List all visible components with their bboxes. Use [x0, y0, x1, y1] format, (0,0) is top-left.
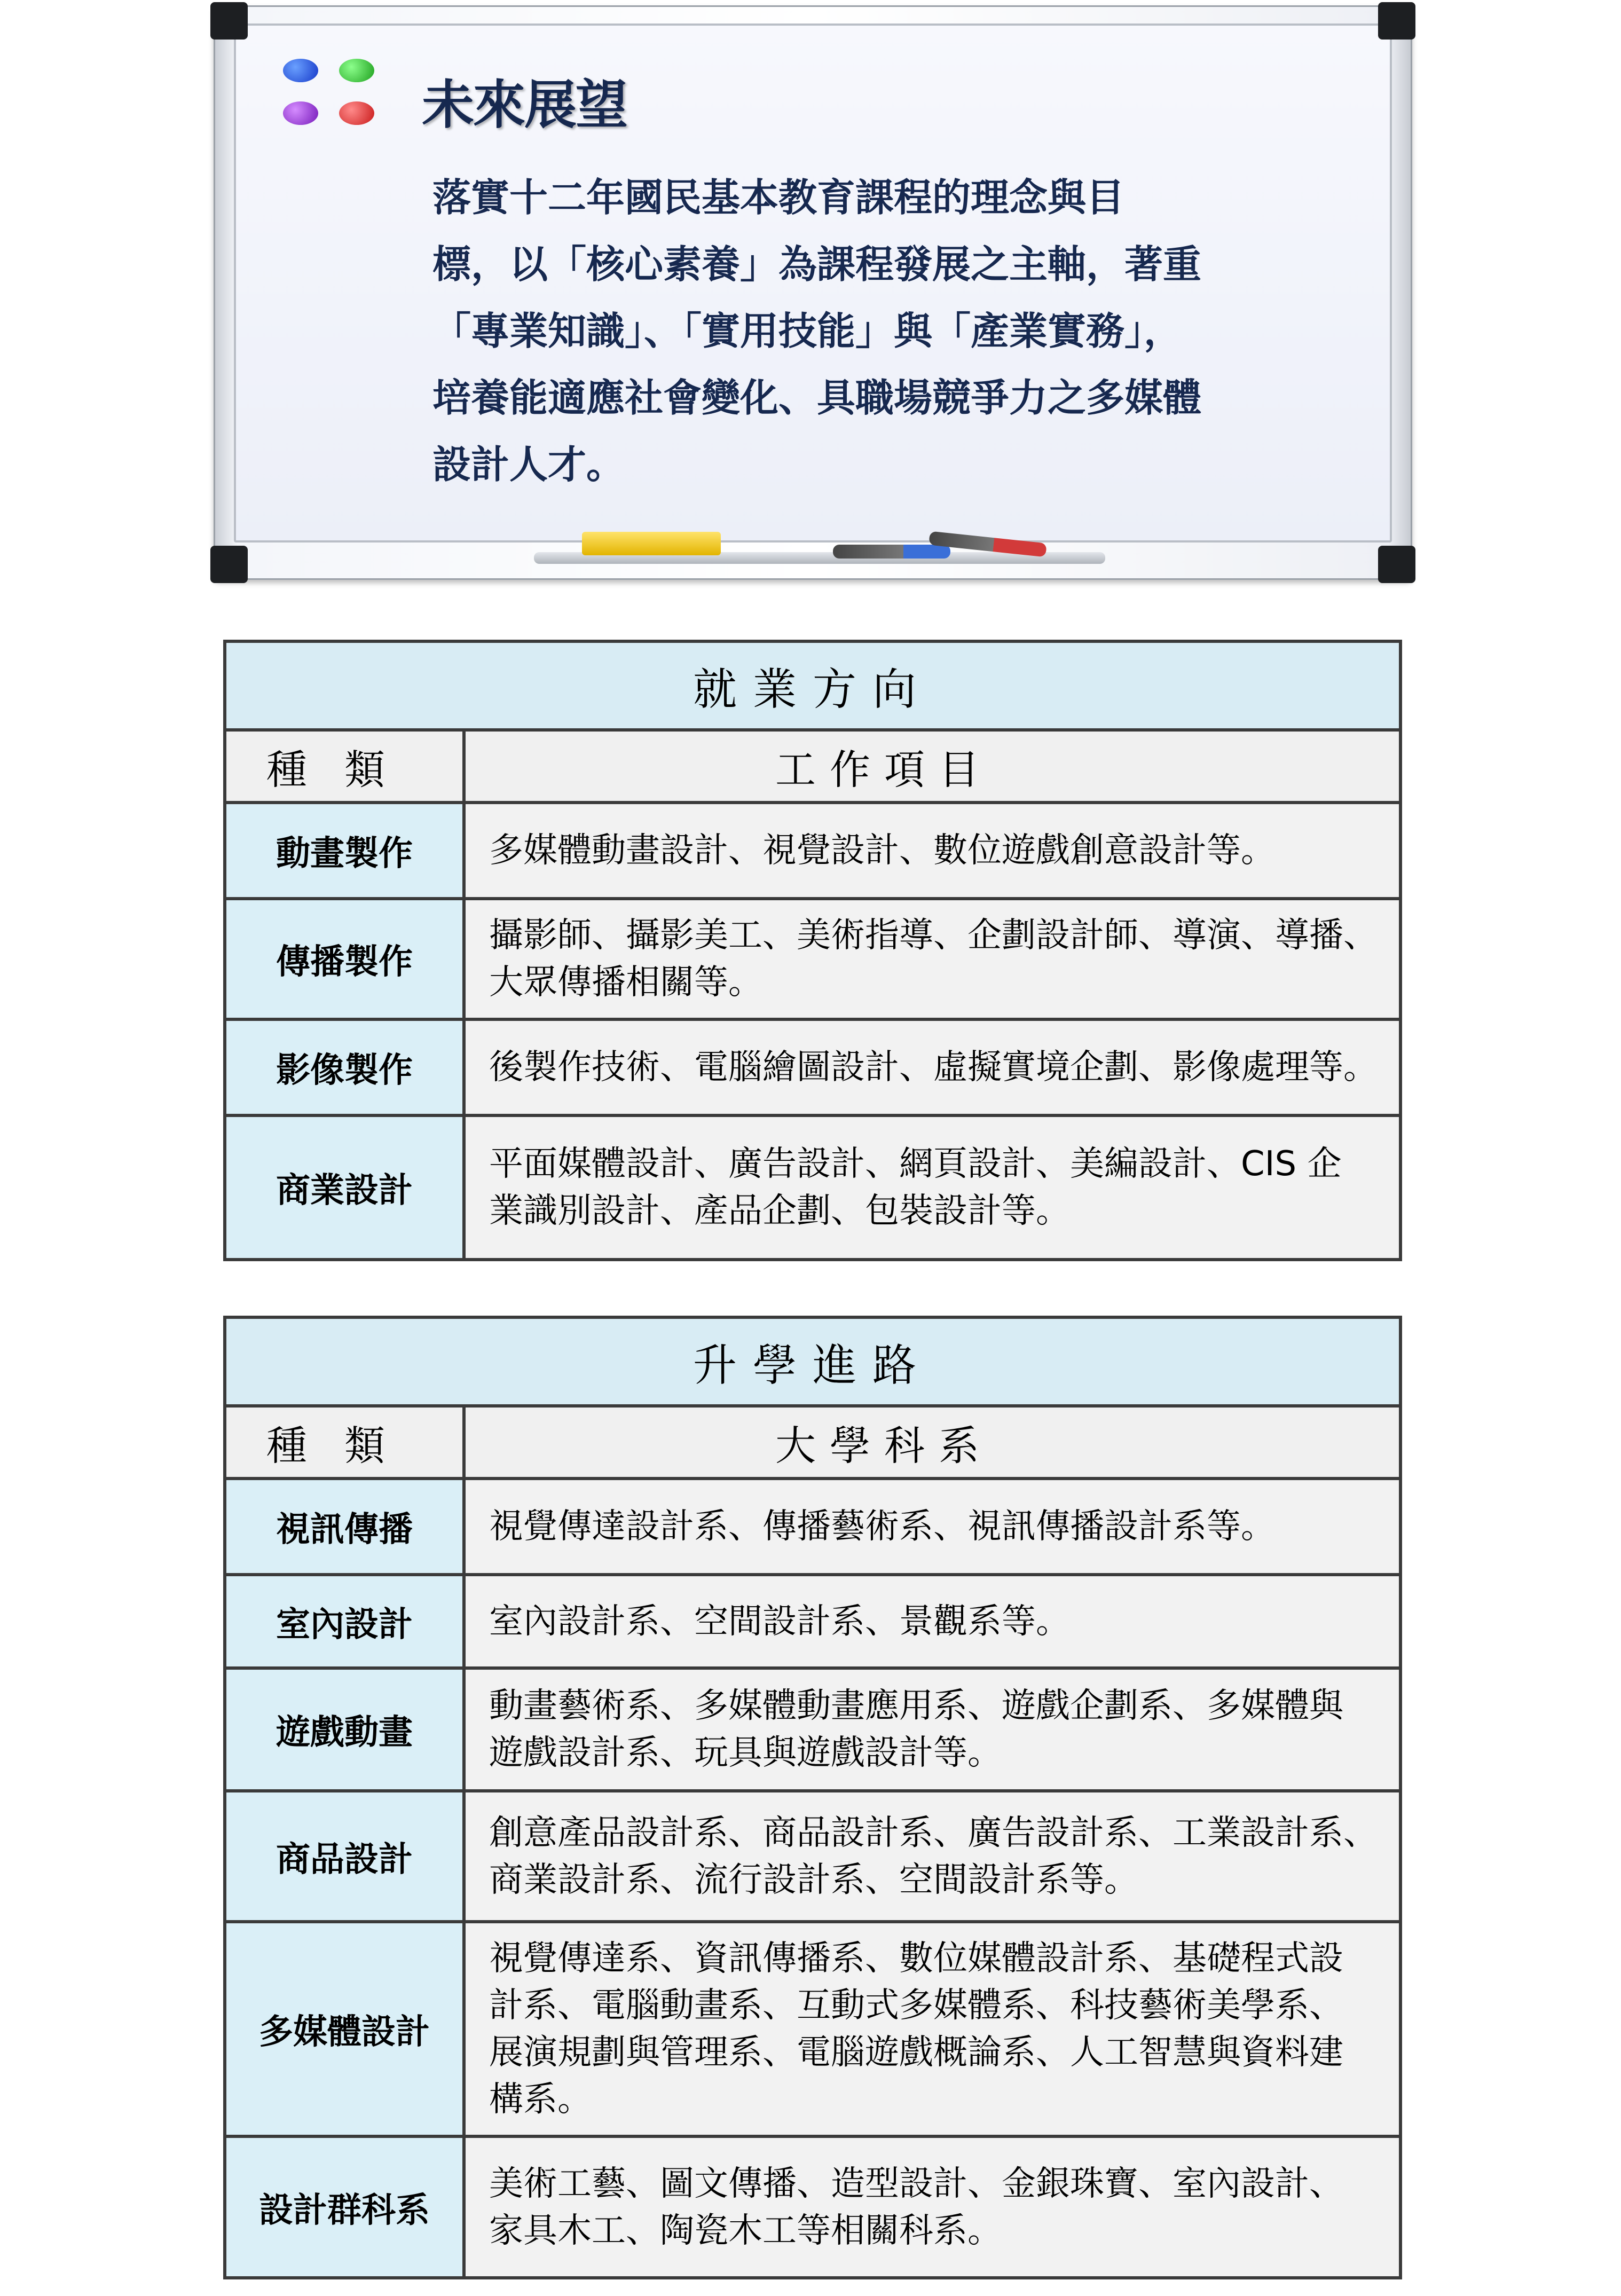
category-cell: 動畫製作: [225, 803, 464, 899]
content-line: 家具木工、陶瓷木工等相關科系。: [489, 2211, 1002, 2251]
table-row: [225, 2136, 1400, 2278]
content-line: 動畫藝術系、多媒體動畫應用系、遊戲企劃系、多媒體與: [489, 1686, 1343, 1726]
column-header-items: 工作項目: [464, 730, 1400, 803]
purple-magnet-icon: [283, 101, 318, 125]
table-row: [225, 1791, 1400, 1922]
category-cell: 商業設計: [225, 1115, 464, 1260]
green-magnet-icon: [339, 59, 374, 82]
marker-icon: [833, 545, 950, 559]
content-line: 遊戲設計系、玩具與遊戲設計等。: [489, 1733, 1002, 1773]
content-cell: [464, 899, 1400, 1019]
column-header-departments: 大學科系: [464, 1406, 1400, 1479]
category-cell: 商品設計: [225, 1791, 464, 1922]
category-cell: 多媒體設計: [225, 1922, 464, 2136]
board-corner: [210, 546, 248, 583]
study-table-title: 升學進路: [225, 1317, 1400, 1406]
board-line: 落實十二年國民基本教育課程的理念與目: [432, 175, 1125, 220]
category-cell: 室內設計: [225, 1575, 464, 1668]
content-line: 構系。: [489, 2080, 592, 2119]
content-line: 攝影師、攝影美工、美術指導、企劃設計師、導演、導播、: [489, 916, 1378, 955]
content-line: 美術工藝、圖文傳播、造型設計、金銀珠寶、室內設計、: [489, 2164, 1343, 2204]
content-line: 創意產品設計系、商品設計系、廣告設計系、工業設計系、: [489, 1813, 1378, 1853]
employment-table-title: 就業方向: [225, 641, 1400, 730]
red-magnet-icon: [339, 101, 374, 125]
content-line: 室內設計系、空間設計系、景觀系等。: [489, 1601, 1070, 1641]
content-cell: [464, 803, 1400, 899]
table-row: [225, 1019, 1400, 1115]
content-cell: [464, 1019, 1400, 1115]
content-cell: [464, 1791, 1400, 1922]
board-corner: [1378, 546, 1415, 583]
content-cell: [464, 1668, 1400, 1791]
board-corner: [1378, 2, 1415, 40]
table-row: [225, 899, 1400, 1019]
content-line: 商業設計系、流行設計系、空間設計系等。: [489, 1860, 1138, 1900]
table-row: [225, 1479, 1400, 1575]
board-line: 培養能適應社會變化、具職場競爭力之多媒體: [432, 375, 1202, 420]
eraser-icon: [582, 532, 721, 555]
category-cell: 視訊傳播: [225, 1479, 464, 1575]
table-row: [225, 803, 1400, 899]
category-cell: 遊戲動畫: [225, 1668, 464, 1791]
content-line: 視覺傳達系、資訊傳播系、數位媒體設計系、基礎程式設: [489, 1939, 1343, 1978]
board-line: 設計人才。: [432, 442, 625, 487]
category-cell: 設計群科系: [225, 2136, 464, 2278]
content-line: 多媒體動畫設計、視覺設計、數位遊戲創意設計等。: [489, 831, 1275, 870]
category-cell: 影像製作: [225, 1019, 464, 1115]
table-row: [225, 1575, 1400, 1668]
employment-table: [223, 640, 1402, 1261]
content-line: 後製作技術、電腦繪圖設計、虛擬實境企劃、影像處理等。: [489, 1048, 1378, 1087]
content-cell: [464, 1575, 1400, 1668]
board-paragraph: [432, 164, 1228, 498]
blue-magnet-icon: [283, 59, 318, 82]
board-line: 「專業知識」、「實用技能」與「產業實務」，: [432, 309, 1183, 353]
content-line: 業識別設計、產品企劃、包裝設計等。: [489, 1191, 1070, 1231]
content-line: 展演規劃與管理系、電腦遊戲概論系、人工智慧與資料建: [489, 2033, 1343, 2072]
study-table: [223, 1316, 1402, 2279]
content-cell: [464, 1115, 1400, 1260]
column-header-type: 種類: [225, 1406, 464, 1479]
board-line: 標，以「核心素養」為課程發展之主軸，著重: [432, 242, 1202, 287]
table-row: [225, 1922, 1400, 2136]
content-line: 大眾傳播相關等。: [489, 963, 762, 1002]
column-header-type: 種類: [225, 730, 464, 803]
content-line: 計系、電腦動畫系、互動式多媒體系、科技藝術美學系、: [489, 1986, 1343, 2025]
content-cell: [464, 2136, 1400, 2278]
content-cell: [464, 1922, 1400, 2136]
content-cell: [464, 1479, 1400, 1575]
table-row: [225, 1668, 1400, 1791]
board-title: 未來展望: [422, 75, 627, 136]
content-line: 視覺傳達設計系、傳播藝術系、視訊傳播設計系等。: [489, 1507, 1275, 1546]
table-row: [225, 1115, 1400, 1260]
content-line: 平面媒體設計、廣告設計、網頁設計、美編設計、CIS 企: [489, 1144, 1342, 1184]
board-corner: [210, 2, 248, 40]
whiteboard-banner: [214, 5, 1412, 580]
category-cell: 傳播製作: [225, 899, 464, 1019]
